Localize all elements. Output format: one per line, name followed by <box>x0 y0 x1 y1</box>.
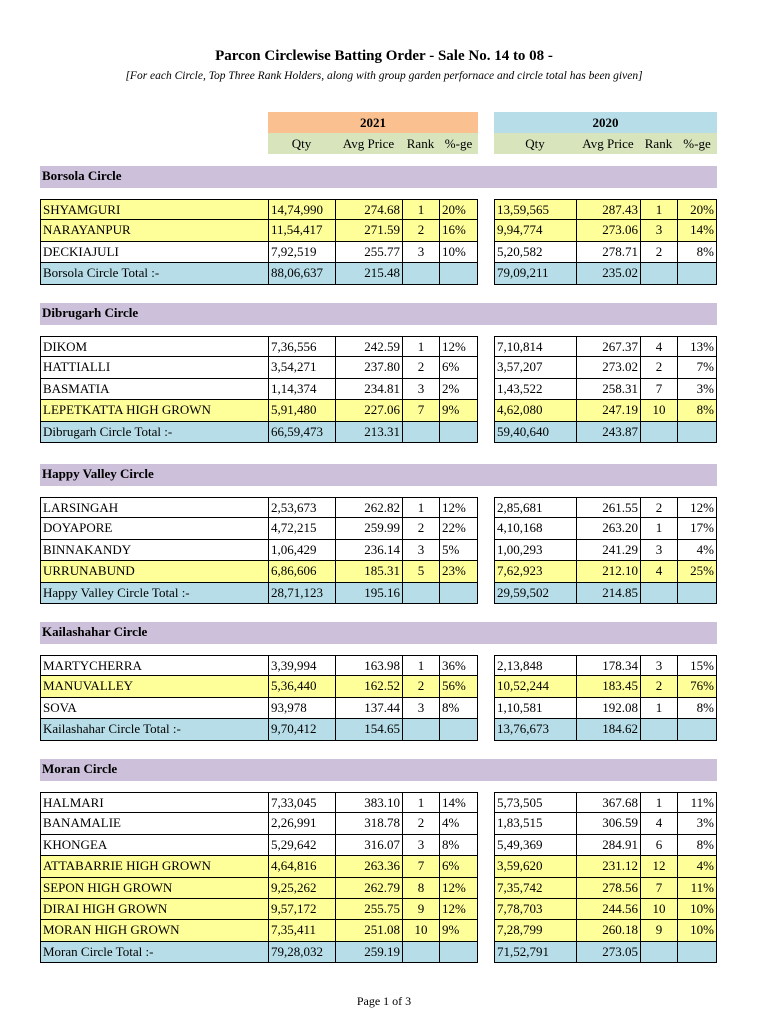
page-subtitle: [For each Circle, Top Three Rank Holders, along with group garden perfornace and circle total has been given] <box>125 70 643 82</box>
g20-cell: 8% <box>677 242 717 263</box>
q21-cell: 9,25,262 <box>268 878 336 899</box>
g21-cell: 12% <box>439 336 478 357</box>
q21-cell: 14,74,990 <box>268 199 336 220</box>
r20-cell: 2 <box>640 497 678 518</box>
garden-row <box>40 813 717 834</box>
garden-name: HATTIALLI <box>40 357 269 378</box>
r21-cell: 10 <box>402 920 440 941</box>
garden-name: NARAYANPUR <box>40 220 269 241</box>
p20-cell: 284.91 <box>576 835 641 856</box>
q21-cell: 4,72,215 <box>268 518 336 539</box>
p20-cell: 231.12 <box>576 856 641 877</box>
r21-cell: 3 <box>402 698 440 719</box>
garden-name: DECKIAJULI <box>40 242 269 263</box>
r21-cell: 2 <box>402 357 440 378</box>
garden-row <box>40 518 717 539</box>
circle-header: Kailashahar Circle <box>40 622 717 644</box>
p21-cell: 154.65 <box>335 719 403 740</box>
r20-cell: 3 <box>640 540 678 561</box>
p21-cell: 383.10 <box>335 792 403 813</box>
p20-cell: 247.19 <box>576 400 641 421</box>
q21-cell: 5,36,440 <box>268 676 336 697</box>
garden-name: HALMARI <box>40 792 269 813</box>
circle-header: Dibrugarh Circle <box>40 303 717 325</box>
r20-cell: 4 <box>640 813 678 834</box>
q20-cell: 29,59,502 <box>494 583 577 604</box>
q20-cell: 4,10,168 <box>494 518 577 539</box>
r21-cell <box>402 263 440 284</box>
pct-header-2021: %-ge <box>439 133 478 154</box>
q20-cell: 79,09,211 <box>494 263 577 284</box>
garden-row <box>40 878 717 899</box>
p20-cell: 261.55 <box>576 497 641 518</box>
garden-row <box>40 497 717 518</box>
g21-cell: 12% <box>439 899 478 920</box>
q20-cell: 7,10,814 <box>494 336 577 357</box>
r20-cell: 10 <box>640 899 678 920</box>
r20-cell: 4 <box>640 336 678 357</box>
p20-cell: 263.20 <box>576 518 641 539</box>
garden-name: MORAN HIGH GROWN <box>40 920 269 941</box>
total-label: Dibrugarh Circle Total :- <box>40 422 269 443</box>
g20-cell <box>677 583 717 604</box>
g20-cell: 4% <box>677 856 717 877</box>
garden-name: SEPON HIGH GROWN <box>40 878 269 899</box>
p21-cell: 236.14 <box>335 540 403 561</box>
g21-cell: 16% <box>439 220 478 241</box>
q20-cell: 3,57,207 <box>494 357 577 378</box>
r21-cell: 9 <box>402 899 440 920</box>
q21-cell: 1,06,429 <box>268 540 336 561</box>
r20-cell <box>640 422 678 443</box>
g21-cell: 20% <box>439 199 478 220</box>
circle-header: Happy Valley Circle <box>40 464 717 486</box>
garden-name: BANAMALIE <box>40 813 269 834</box>
p20-cell: 183.45 <box>576 676 641 697</box>
g20-cell: 20% <box>677 199 717 220</box>
p21-cell: 316.07 <box>335 835 403 856</box>
garden-name: KHONGEA <box>40 835 269 856</box>
r21-cell <box>402 942 440 963</box>
garden-row <box>40 792 717 813</box>
q20-cell: 5,49,369 <box>494 835 577 856</box>
circle-header: Moran Circle <box>40 759 717 781</box>
q21-cell: 66,59,473 <box>268 422 336 443</box>
r20-cell: 6 <box>640 835 678 856</box>
total-label: Borsola Circle Total :- <box>40 263 269 284</box>
garden-row <box>40 920 717 941</box>
p20-cell: 273.05 <box>576 942 641 963</box>
r20-cell: 2 <box>640 357 678 378</box>
q20-cell: 71,52,791 <box>494 942 577 963</box>
q21-cell: 11,54,417 <box>268 220 336 241</box>
garden-name: SHYAMGURI <box>40 199 269 220</box>
q21-cell: 1,14,374 <box>268 379 336 400</box>
q20-cell: 7,28,799 <box>494 920 577 941</box>
g21-cell: 6% <box>439 357 478 378</box>
garden-name: MARTYCHERRA <box>40 655 269 676</box>
p20-cell: 306.59 <box>576 813 641 834</box>
garden-name: BASMATIA <box>40 379 269 400</box>
q20-cell: 1,00,293 <box>494 540 577 561</box>
q21-cell: 3,54,271 <box>268 357 336 378</box>
q21-cell: 7,33,045 <box>268 792 336 813</box>
circle-total-row <box>40 263 717 284</box>
p21-cell: 271.59 <box>335 220 403 241</box>
g21-cell <box>439 719 478 740</box>
p20-cell: 243.87 <box>576 422 641 443</box>
g20-cell: 8% <box>677 400 717 421</box>
garden-row <box>40 899 717 920</box>
r21-cell: 3 <box>402 379 440 400</box>
g21-cell <box>439 583 478 604</box>
p21-cell: 195.16 <box>335 583 403 604</box>
p20-cell: 244.56 <box>576 899 641 920</box>
g20-cell: 4% <box>677 540 717 561</box>
r21-cell: 3 <box>402 540 440 561</box>
g20-cell: 8% <box>677 698 717 719</box>
r21-cell <box>402 719 440 740</box>
r21-cell: 2 <box>402 813 440 834</box>
garden-row <box>40 698 717 719</box>
p20-cell: 260.18 <box>576 920 641 941</box>
g20-cell <box>677 942 717 963</box>
q21-cell: 28,71,123 <box>268 583 336 604</box>
q21-cell: 9,57,172 <box>268 899 336 920</box>
garden-row <box>40 856 717 877</box>
q21-cell: 9,70,412 <box>268 719 336 740</box>
q20-cell: 7,78,703 <box>494 899 577 920</box>
r20-cell: 4 <box>640 561 678 582</box>
rank-header-2021: Rank <box>402 133 439 154</box>
p21-cell: 259.99 <box>335 518 403 539</box>
r20-cell: 2 <box>640 242 678 263</box>
p21-cell: 227.06 <box>335 400 403 421</box>
garden-name: SOVA <box>40 698 269 719</box>
r20-cell: 1 <box>640 199 678 220</box>
g20-cell: 11% <box>677 792 717 813</box>
g21-cell <box>439 263 478 284</box>
garden-name: BINNAKANDY <box>40 540 269 561</box>
garden-name: DOYAPORE <box>40 518 269 539</box>
r21-cell: 1 <box>402 655 440 676</box>
total-label: Moran Circle Total :- <box>40 942 269 963</box>
p21-cell: 274.68 <box>335 199 403 220</box>
q21-cell: 5,91,480 <box>268 400 336 421</box>
g21-cell: 2% <box>439 379 478 400</box>
g21-cell: 12% <box>439 497 478 518</box>
garden-name: URRUNABUND <box>40 561 269 582</box>
r21-cell: 7 <box>402 856 440 877</box>
q20-cell: 59,40,640 <box>494 422 577 443</box>
g20-cell <box>677 719 717 740</box>
page-title: Parcon Circlewise Batting Order - Sale No. 14 to 08 - <box>215 48 553 64</box>
r21-cell <box>402 583 440 604</box>
q20-cell: 3,59,620 <box>494 856 577 877</box>
r20-cell <box>640 263 678 284</box>
q20-cell: 1,43,522 <box>494 379 577 400</box>
g21-cell: 23% <box>439 561 478 582</box>
circle-total-row <box>40 719 717 740</box>
p20-cell: 278.56 <box>576 878 641 899</box>
g21-cell: 10% <box>439 242 478 263</box>
g20-cell: 14% <box>677 220 717 241</box>
q21-cell: 2,26,991 <box>268 813 336 834</box>
p20-cell: 367.68 <box>576 792 641 813</box>
pct-header-2020: %-ge <box>677 133 717 154</box>
g21-cell: 56% <box>439 676 478 697</box>
qty-header-2020: Qty <box>494 133 576 154</box>
p20-cell: 267.37 <box>576 336 641 357</box>
p20-cell: 235.02 <box>576 263 641 284</box>
q20-cell: 9,94,774 <box>494 220 577 241</box>
garden-row <box>40 835 717 856</box>
g21-cell: 9% <box>439 920 478 941</box>
g20-cell <box>677 263 717 284</box>
g21-cell: 4% <box>439 813 478 834</box>
g21-cell <box>439 422 478 443</box>
g20-cell <box>677 422 717 443</box>
p20-cell: 178.34 <box>576 655 641 676</box>
g21-cell: 36% <box>439 655 478 676</box>
p20-cell: 287.43 <box>576 199 641 220</box>
price-header-2020: Avg Price <box>576 133 640 154</box>
g21-cell: 14% <box>439 792 478 813</box>
q20-cell: 13,59,565 <box>494 199 577 220</box>
r20-cell: 2 <box>640 676 678 697</box>
g20-cell: 15% <box>677 655 717 676</box>
r20-cell: 1 <box>640 792 678 813</box>
r21-cell: 2 <box>402 220 440 241</box>
g21-cell: 12% <box>439 878 478 899</box>
p21-cell: 255.75 <box>335 899 403 920</box>
p21-cell: 318.78 <box>335 813 403 834</box>
r21-cell: 3 <box>402 242 440 263</box>
rank-header-2020: Rank <box>640 133 677 154</box>
g21-cell: 6% <box>439 856 478 877</box>
q21-cell: 7,92,519 <box>268 242 336 263</box>
p21-cell: 251.08 <box>335 920 403 941</box>
g20-cell: 8% <box>677 835 717 856</box>
g21-cell <box>439 942 478 963</box>
garden-row <box>40 676 717 697</box>
p20-cell: 214.85 <box>576 583 641 604</box>
p20-cell: 184.62 <box>576 719 641 740</box>
page-footer: Page 1 of 3 <box>356 994 412 1008</box>
q20-cell: 5,20,582 <box>494 242 577 263</box>
r21-cell: 1 <box>402 497 440 518</box>
g20-cell: 10% <box>677 899 717 920</box>
p21-cell: 185.31 <box>335 561 403 582</box>
garden-name: LEPETKATTA HIGH GROWN <box>40 400 269 421</box>
g20-cell: 7% <box>677 357 717 378</box>
p21-cell: 242.59 <box>335 336 403 357</box>
g21-cell: 9% <box>439 400 478 421</box>
q21-cell: 5,29,642 <box>268 835 336 856</box>
q20-cell: 1,10,581 <box>494 698 577 719</box>
q20-cell: 7,62,923 <box>494 561 577 582</box>
g20-cell: 76% <box>677 676 717 697</box>
price-header-2021: Avg Price <box>335 133 402 154</box>
g21-cell: 5% <box>439 540 478 561</box>
year-2020-header: 2020 <box>494 112 717 133</box>
garden-name: DIRAI HIGH GROWN <box>40 899 269 920</box>
p21-cell: 263.36 <box>335 856 403 877</box>
r20-cell: 12 <box>640 856 678 877</box>
q21-cell: 93,978 <box>268 698 336 719</box>
total-label: Happy Valley Circle Total :- <box>40 583 269 604</box>
r20-cell: 3 <box>640 655 678 676</box>
p21-cell: 137.44 <box>335 698 403 719</box>
r21-cell: 1 <box>402 792 440 813</box>
p21-cell: 262.82 <box>335 497 403 518</box>
r21-cell: 2 <box>402 676 440 697</box>
p20-cell: 192.08 <box>576 698 641 719</box>
p21-cell: 163.98 <box>335 655 403 676</box>
p21-cell: 259.19 <box>335 942 403 963</box>
p21-cell: 262.79 <box>335 878 403 899</box>
garden-row <box>40 220 717 241</box>
r21-cell <box>402 422 440 443</box>
q21-cell: 4,64,816 <box>268 856 336 877</box>
garden-row <box>40 336 717 357</box>
r20-cell: 7 <box>640 878 678 899</box>
r20-cell <box>640 942 678 963</box>
circle-header: Borsola Circle <box>40 166 717 188</box>
total-label: Kailashahar Circle Total :- <box>40 719 269 740</box>
p20-cell: 273.02 <box>576 357 641 378</box>
r21-cell: 3 <box>402 835 440 856</box>
garden-name: ATTABARRIE HIGH GROWN <box>40 856 269 877</box>
p21-cell: 162.52 <box>335 676 403 697</box>
p20-cell: 258.31 <box>576 379 641 400</box>
p21-cell: 215.48 <box>335 263 403 284</box>
p21-cell: 237.80 <box>335 357 403 378</box>
g20-cell: 13% <box>677 336 717 357</box>
garden-name: MANUVALLEY <box>40 676 269 697</box>
r21-cell: 1 <box>402 199 440 220</box>
circle-total-row <box>40 583 717 604</box>
r20-cell: 1 <box>640 698 678 719</box>
circle-total-row <box>40 942 717 963</box>
q21-cell: 7,36,556 <box>268 336 336 357</box>
garden-row <box>40 400 717 421</box>
q21-cell: 88,06,637 <box>268 263 336 284</box>
p20-cell: 241.29 <box>576 540 641 561</box>
p21-cell: 213.31 <box>335 422 403 443</box>
p20-cell: 273.06 <box>576 220 641 241</box>
q21-cell: 6,86,606 <box>268 561 336 582</box>
r21-cell: 7 <box>402 400 440 421</box>
qty-header-2021: Qty <box>268 133 335 154</box>
garden-row <box>40 655 717 676</box>
q21-cell: 79,28,032 <box>268 942 336 963</box>
garden-row <box>40 540 717 561</box>
garden-name: DIKOM <box>40 336 269 357</box>
g20-cell: 11% <box>677 878 717 899</box>
q21-cell: 2,53,673 <box>268 497 336 518</box>
r20-cell: 7 <box>640 379 678 400</box>
q20-cell: 2,13,848 <box>494 655 577 676</box>
g20-cell: 17% <box>677 518 717 539</box>
p21-cell: 234.81 <box>335 379 403 400</box>
g20-cell: 3% <box>677 379 717 400</box>
q20-cell: 4,62,080 <box>494 400 577 421</box>
g20-cell: 3% <box>677 813 717 834</box>
r21-cell: 1 <box>402 336 440 357</box>
r20-cell: 10 <box>640 400 678 421</box>
r21-cell: 8 <box>402 878 440 899</box>
garden-row <box>40 357 717 378</box>
q20-cell: 10,52,244 <box>494 676 577 697</box>
garden-row <box>40 199 717 220</box>
r21-cell: 5 <box>402 561 440 582</box>
year-2021-header: 2021 <box>268 112 478 133</box>
r20-cell: 1 <box>640 518 678 539</box>
garden-name: LARSINGAH <box>40 497 269 518</box>
circle-total-row <box>40 422 717 443</box>
garden-row <box>40 242 717 263</box>
r20-cell <box>640 719 678 740</box>
garden-row <box>40 561 717 582</box>
p21-cell: 255.77 <box>335 242 403 263</box>
p20-cell: 212.10 <box>576 561 641 582</box>
q21-cell: 3,39,994 <box>268 655 336 676</box>
r20-cell <box>640 583 678 604</box>
g21-cell: 8% <box>439 835 478 856</box>
q20-cell: 1,83,515 <box>494 813 577 834</box>
g20-cell: 12% <box>677 497 717 518</box>
r21-cell: 2 <box>402 518 440 539</box>
g21-cell: 22% <box>439 518 478 539</box>
r20-cell: 9 <box>640 920 678 941</box>
r20-cell: 3 <box>640 220 678 241</box>
g21-cell: 8% <box>439 698 478 719</box>
garden-row <box>40 379 717 400</box>
g20-cell: 25% <box>677 561 717 582</box>
q20-cell: 13,76,673 <box>494 719 577 740</box>
g20-cell: 10% <box>677 920 717 941</box>
q21-cell: 7,35,411 <box>268 920 336 941</box>
q20-cell: 5,73,505 <box>494 792 577 813</box>
q20-cell: 2,85,681 <box>494 497 577 518</box>
p20-cell: 278.71 <box>576 242 641 263</box>
q20-cell: 7,35,742 <box>494 878 577 899</box>
